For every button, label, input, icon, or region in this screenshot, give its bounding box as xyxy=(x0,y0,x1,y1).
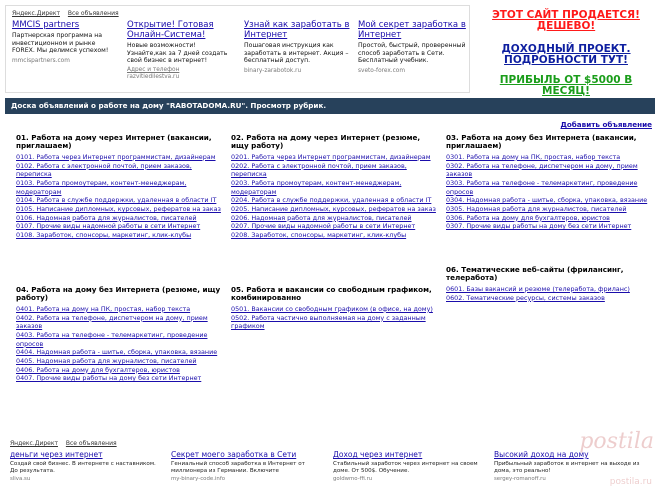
ad-body: Простой, быстрый, проверенный способ заработать в Сети. Бесплатный учебник. xyxy=(358,42,466,65)
ad-body: Партнерская программа на инвестиционном и рынке FOREX. Мы делимся успехом! xyxy=(12,32,109,55)
bottom-ad-block xyxy=(5,436,655,492)
top-ad-block xyxy=(5,5,470,93)
rubric-section-05 xyxy=(231,286,436,331)
rubric-link[interactable]: 0108. Заработок, спонсоры, маркетинг, клик-клубы xyxy=(16,231,192,240)
rubric-section-02 xyxy=(231,134,436,240)
rubric-link[interactable]: 0102. Работа с электронной почтой, прием заказов, переписка xyxy=(16,161,192,179)
rubric-section-01 xyxy=(16,134,221,240)
rubric-link[interactable]: 0203. Работа промоутерам, контент-менеджерам, модераторам xyxy=(231,178,402,196)
rubric-title: 03. Работа на дому без Интернета (вакансии, приглашаем) xyxy=(446,133,637,151)
rubric-link[interactable]: 0201. Работа через Интернет программистам, дизайнерам xyxy=(231,152,431,161)
rubric-link[interactable]: 0204. Работа в службе поддержки, удаленная в области IT xyxy=(231,196,432,205)
rubric-link[interactable]: 0404. Надомная работа - шитье, сборка, упаковка, вязание xyxy=(16,348,218,357)
ad-title[interactable]: Высокий доход на дому xyxy=(494,450,589,459)
ad-url: sveto-forex.com xyxy=(358,67,405,74)
ad-body: Создай свой бизнес. В интернете с наставником. До результата. xyxy=(10,461,156,474)
project-details-link[interactable]: ДОХОДНЫЙ ПРОЕКТ. ПОДРОБНОСТИ ТУТ! xyxy=(501,43,631,66)
ad-title[interactable]: MMCIS partners xyxy=(12,20,80,30)
rubric-link[interactable]: 0406. Работа на дому для бухгалтеров, юристов xyxy=(16,365,180,374)
rubric-link[interactable]: 0501. Вакансии со свободным графиком (в офисе, на дому) xyxy=(231,304,433,313)
rubric-link[interactable]: 0202. Работа с электронной почтой, прием заказов, переписка xyxy=(231,161,407,179)
rubric-link[interactable]: 0307. Прочие виды работы на дому без сети Интернет xyxy=(446,222,632,231)
rubric-link[interactable]: 0101. Работа через Интернет программистам, дизайнерам xyxy=(16,152,216,161)
profit-link[interactable]: ПРИБЫЛЬ ОТ $5000 В МЕСЯЦ! xyxy=(499,74,633,97)
rubric-title: 06. Тематические веб-сайты (фрилансинг, телеработа) xyxy=(446,265,624,283)
ad-item[interactable] xyxy=(171,450,321,482)
rubric-list xyxy=(446,285,651,302)
ad-url: binary-zarabotok.ru xyxy=(244,67,302,74)
rubric-section-06 xyxy=(446,266,651,302)
ad-item[interactable] xyxy=(244,20,352,74)
rubric-section-04 xyxy=(16,286,221,383)
ad-header xyxy=(10,440,123,447)
rubric-link[interactable]: 0304. Надомная работа - шитье, сборка, упаковка, вязание xyxy=(446,196,648,205)
add-ad-link[interactable]: Добавить объявление xyxy=(560,120,652,129)
ad-item[interactable] xyxy=(127,20,235,80)
sale-headline-link[interactable]: ЭТОТ САЙТ ПРОДАЕТСЯ! ДЕШЕВО! xyxy=(492,9,640,32)
rubric-link[interactable]: 0207. Прочие виды надомной работы в сети Интернет xyxy=(231,222,416,231)
ad-item[interactable] xyxy=(12,20,120,64)
ad-url: sliva.su xyxy=(10,476,31,482)
rubric-list xyxy=(16,153,221,240)
ad-title[interactable]: Доход через интернет xyxy=(333,450,423,459)
rubric-list xyxy=(446,153,651,231)
rubric-title: 02. Работа на дому через Интернет (резюме, ищу работу) xyxy=(231,133,421,151)
rubric-link[interactable]: 0208. Заработок, спонсоры, маркетинг, клик-клубы xyxy=(231,231,407,240)
rubric-link[interactable]: 0602. Тематические ресурсы, системы заказов xyxy=(446,293,605,302)
rubric-link[interactable]: 0401. Работа на дому на ПК, простая, набор текста xyxy=(16,304,191,313)
ad-url: razvitiedilestva.ru xyxy=(127,73,180,80)
yandex-direct-link[interactable]: Яндекс.Директ xyxy=(12,10,60,17)
all-ads-link[interactable]: Все объявления xyxy=(65,440,117,447)
ad-url: my-binary-code.info xyxy=(171,476,226,482)
rubric-link[interactable]: 0302. Работа на телефоне, диспетчером на дому, прием заказов xyxy=(446,161,638,179)
watermark-text: postila xyxy=(579,429,654,454)
ad-title[interactable]: Узнай как заработать в Интернет xyxy=(244,20,350,40)
rubric-link[interactable]: 0407. Прочие виды работы на дому без сети Интернет xyxy=(16,374,202,383)
rubric-link[interactable]: 0104. Работа в службе поддержки, удаленная в области IT xyxy=(16,196,217,205)
ad-item[interactable] xyxy=(333,450,483,482)
rubric-list xyxy=(16,305,221,383)
rubric-link[interactable]: 0402. Работа на телефоне, диспетчером на дому, прием заказов xyxy=(16,313,208,331)
rubric-link[interactable]: 0303. Работа на телефоне - телемаркетинг, проведение опросов xyxy=(446,178,638,196)
ad-url: goldwmo-ffi.ru xyxy=(333,476,373,482)
rubric-link[interactable]: 0306. Работа на дому для бухгалтеров, юристов xyxy=(446,213,610,222)
yandex-direct-link[interactable]: Яндекс.Директ xyxy=(10,440,58,447)
ad-body: Новые возможности! Узнайте,как за 7 дней создать свой бизнес в интернет! xyxy=(127,42,228,65)
ad-title[interactable]: деньги через интернет xyxy=(10,450,103,459)
watermark-url: postila.ru xyxy=(609,477,652,487)
ad-item[interactable] xyxy=(358,20,466,74)
rubric-link[interactable]: 0403. Работа на телефоне - телемаркетинг, проведение опросов xyxy=(16,330,208,348)
rubric-link[interactable]: 0601. Базы вакансий и резюме (телеработа, фриланс) xyxy=(446,284,630,293)
rubric-list xyxy=(231,153,436,240)
rubric-link[interactable]: 0106. Надомная работа для журналистов, писателей xyxy=(16,213,197,222)
ad-body: Прибыльный заработок в интернет на выходе из дома, это реально! xyxy=(494,461,640,474)
rubric-title: 05. Работа и вакансии со свободным графиком, комбинированно xyxy=(231,285,432,303)
ad-address-link[interactable]: Адрес и телефон xyxy=(127,66,180,73)
ad-item[interactable] xyxy=(10,450,160,482)
rubric-section-03 xyxy=(446,134,651,231)
all-ads-link[interactable]: Все объявления xyxy=(67,10,119,17)
rubric-link[interactable]: 0502. Работа частично выполняемая на дому с заданным графиком xyxy=(231,313,426,331)
rubric-list xyxy=(231,305,436,331)
ad-title[interactable]: Мой секрет заработка в Интернет xyxy=(358,20,466,40)
rubric-link[interactable]: 0205. Написание дипломных, курсовых, рефератов на заказ xyxy=(231,205,436,214)
site-for-sale-block xyxy=(478,5,654,97)
ad-url: sergey-romanoff.ru xyxy=(494,476,546,482)
page-title-bar: Доска объявлений о работе на дому "RABOTADOMA.RU". Просмотр рубрик. xyxy=(5,98,655,114)
ad-body: Пошаговая инструкция как заработать в интернет. Акция – бесплатный доступ. xyxy=(244,42,349,65)
ad-body: Стабильный заработок через интернет на своем доме. От 500$. Обучение. xyxy=(333,461,478,474)
rubric-link[interactable]: 0105. Написание дипломных, курсовых, рефератов на заказ xyxy=(16,205,221,214)
rubric-link[interactable]: 0305. Надомная работа для журналистов, писателей xyxy=(446,205,627,214)
ad-header xyxy=(12,10,125,17)
rubric-link[interactable]: 0301. Работа на дому на ПК, простая, набор текста xyxy=(446,152,621,161)
rubric-link[interactable]: 0103. Работа промоутерам, контент-менеджерам, модераторам xyxy=(16,178,187,196)
rubric-title: 04. Работа на дому без Интернета (резюме, ищу работу) xyxy=(16,285,221,303)
ad-title[interactable]: Открытие! Готовая Онлайн-Система! xyxy=(127,20,214,40)
rubric-link[interactable]: 0107. Прочие виды надомной работы в сети Интернет xyxy=(16,222,201,231)
ad-item[interactable] xyxy=(494,450,644,482)
ad-title[interactable]: Секрет моего заработка в Сети xyxy=(171,450,297,459)
rubric-link[interactable]: 0405. Надомная работа для журналистов, писателей xyxy=(16,357,197,366)
rubric-link[interactable]: 0206. Надомная работа для журналистов, писателей xyxy=(231,213,412,222)
rubric-title: 01. Работа на дому через Интернет (вакансии, приглашаем) xyxy=(16,133,212,151)
ad-url: mmcispartners.com xyxy=(12,57,70,64)
ad-body: Гениальный способ заработка в Интернет от миллионера из Германии. Включите xyxy=(171,461,305,474)
